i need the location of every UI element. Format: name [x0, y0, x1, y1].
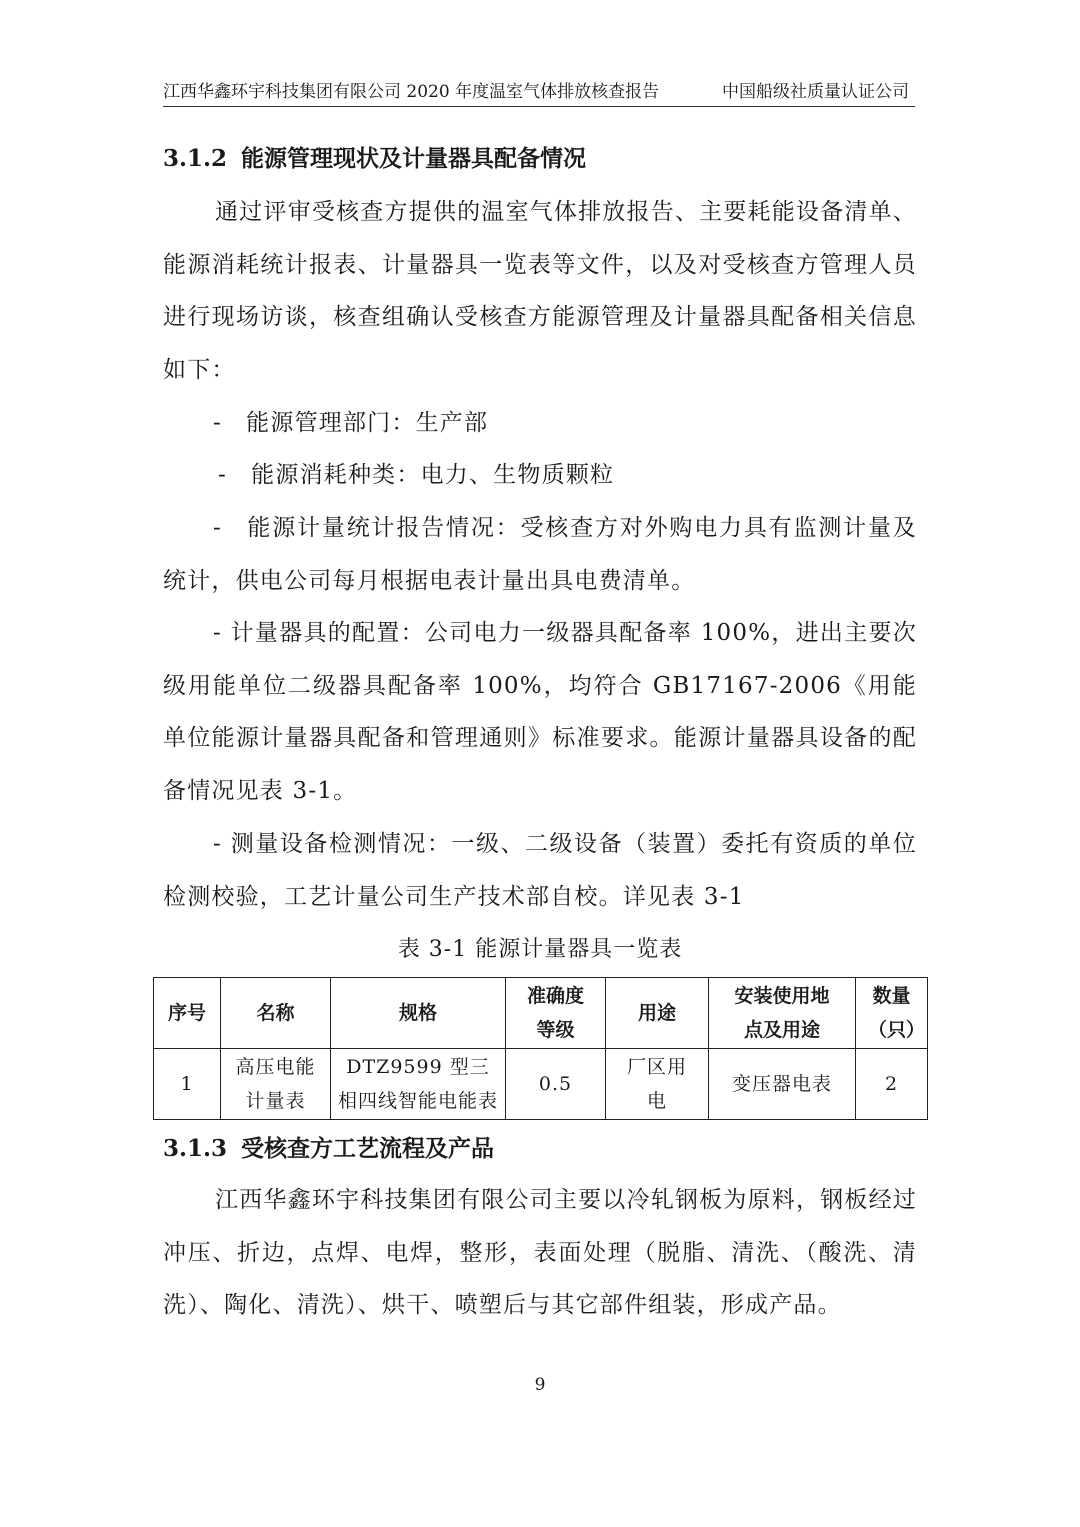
- bullet-energy-dept: - 能源管理部门：生产部: [213, 410, 489, 436]
- intro-paragraph: 通过评审受核查方提供的温室气体排放报告、主要耗能设备清单、能源消耗统计报表、计量器具一览表等文件，以及对受核查方管理人员进行现场访谈，核查组确认受核查方能源管理及计量器具配备相关信息如下：: [163, 199, 917, 383]
- section-heading-3-1-2: [163, 143, 586, 175]
- cell-index: 1: [154, 1049, 221, 1120]
- section-number: 3.1.2: [163, 145, 228, 172]
- bullet-energy-types: - 能源消耗种类：电力、生物质颗粒: [218, 462, 615, 488]
- cell-spec: DTZ9599 型三相四线智能电能表: [331, 1049, 506, 1120]
- bullet-meter-configuration: - 计量器具的配置：公司电力一级器具配备率 100%，进出主要次级用能单位二级器具配备率 100%，均符合 GB17167-2006《用能单位能源计量器具配备和管理通则》标准要求。能源计量器具设备的配备情况见表 3-1。: [163, 620, 917, 804]
- cell-accuracy: 0.5: [506, 1049, 606, 1120]
- page-number: 9: [534, 1375, 546, 1395]
- col-header-purpose: 用途: [606, 978, 709, 1049]
- table-caption: 表 3-1 能源计量器具一览表: [397, 937, 683, 962]
- cell-quantity: 2: [856, 1049, 928, 1120]
- table-row: [154, 1049, 928, 1120]
- section-number: 3.1.3: [163, 1135, 228, 1162]
- section-title: 能源管理现状及计量器具配备情况: [241, 145, 587, 172]
- process-paragraph: 江西华鑫环宇科技集团有限公司主要以冷轧钢板为原料，钢板经过冲压、折边，点焊、电焊，整形，表面处理（脱脂、清洗、（酸洗、清洗）、陶化、清洗）、烘干、喷塑后与其它部件组装，形成产品。: [163, 1187, 917, 1318]
- bullet-equipment-inspection: - 测量设备检测情况：一级、二级设备（装置）委托有资质的单位检测校验，工艺计量公司生产技术部自校。详见表 3-1: [163, 831, 917, 910]
- col-header-name: 名称: [221, 978, 331, 1049]
- cell-location: 变压器电表: [709, 1049, 856, 1120]
- section-heading-3-1-3: [163, 1133, 494, 1165]
- page-header: [163, 78, 915, 107]
- table-header-row: [154, 978, 928, 1049]
- header-organization: 中国船级社质量认证公司: [722, 82, 909, 102]
- cell-purpose: 厂区用电: [606, 1049, 709, 1120]
- col-header-quantity: 数量（只）: [856, 978, 928, 1049]
- col-header-location: 安装使用地点及用途: [709, 978, 856, 1049]
- bullet-statistics-report: - 能源计量统计报告情况：受核查方对外购电力具有监测计量及统计，供电公司每月根据电表计量出具电费清单。: [163, 515, 917, 594]
- col-header-spec: 规格: [331, 978, 506, 1049]
- energy-meter-table: [153, 977, 928, 1120]
- cell-name: 高压电能计量表: [221, 1049, 331, 1120]
- col-header-index: 序号: [154, 978, 221, 1049]
- col-header-accuracy: 准确度等级: [506, 978, 606, 1049]
- section-title: 受核查方工艺流程及产品: [241, 1135, 495, 1162]
- header-report-title: 江西华鑫环宇科技集团有限公司 2020 年度温室气体排放核查报告: [163, 82, 660, 102]
